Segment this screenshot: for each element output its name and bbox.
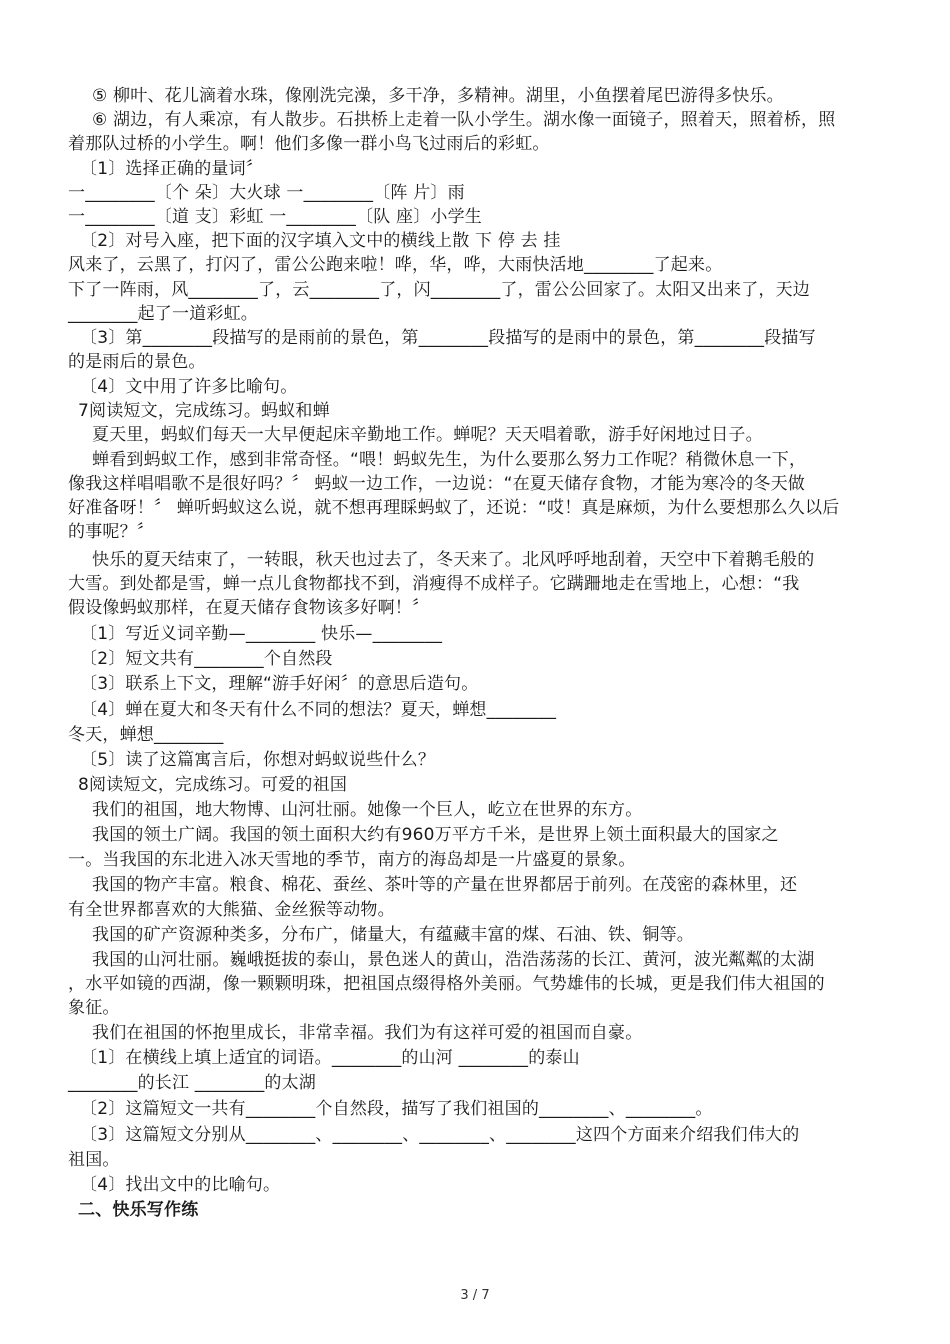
question-heading: 〔2〕短文共有________个自然段 xyxy=(80,649,333,669)
text-line: ⑤ 柳叶、花儿滴着水珠，像刚洗完澡，多干净，多精神。湖里，小鱼摆着尾巴游得多快乐。 xyxy=(92,86,784,106)
text-line: 下了一阵雨，风________了，云________了，闪________了，雷公公回家了。太阳又出来了，天边 xyxy=(68,280,810,300)
text-line: 蝉看到蚂蚁工作，感到非常奇怪。“喂！蚂蚁先生，为什么要那么努力工作呢？稍微休息一下， xyxy=(92,450,807,470)
text-line: 祖国。 xyxy=(68,1150,120,1170)
question-heading: 〔3〕这篇短文分别从________、________、________、________这四个方面来介绍我们伟大的 xyxy=(80,1125,800,1145)
text-line: 的是雨后的景色。 xyxy=(68,352,206,372)
text-line: 一________〔个 朵〕大火球 一________〔阵 片〕雨 xyxy=(68,183,465,203)
text-line: 象征。 xyxy=(68,998,120,1018)
text-line: 一。当我国的东北进入冰天雪地的季节，南方的海岛却是一片盛夏的景象。 xyxy=(68,850,636,870)
question-heading: 〔1〕写近义词辛勤—________ 快乐—________ xyxy=(80,624,443,644)
text-line: 的事呢？〞 xyxy=(68,522,154,542)
text-line: ________起了一道彩虹。 xyxy=(68,304,258,324)
question-heading: 〔4〕找出文中的比喻句。 xyxy=(80,1175,281,1195)
text-line: 我国的矿产资源种类多，分布广，储量大，有蕴藏丰富的煤、石油、铁、铜等。 xyxy=(92,925,694,945)
text-line: 好准备呀！〞 蝉听蚂蚁这么说，就不想再理睬蚂蚁了，还说：“哎！真是麻烦，为什么要想那么久以后 xyxy=(68,498,840,518)
text-line: 风来了，云黑了，打闪了，雷公公跑来啦！哗，华，哗，大雨快活地________了起来。 xyxy=(68,255,723,275)
text-line: 冬天，蝉想________ xyxy=(68,725,224,745)
question-heading: 〔4〕蝉在夏大和冬天有什么不同的想法？夏天，蝉想________ xyxy=(80,700,557,720)
section-heading: 二、快乐写作练 xyxy=(78,1200,199,1220)
text-line: 像我这样唱唱歌不是很好吗？〞 蚂蚁一边工作，一边说：“在夏天储存食物，才能为寒冷的冬天做 xyxy=(68,474,806,494)
text-line: 我国的领土广阔。我国的领土面积大约有960万平方千米，是世界上领土面积最大的国家之 xyxy=(92,825,779,845)
text-line: 大雪。到处都是雪，蝉一点儿食物都找不到，消瘦得不成样子。它蹒跚地走在雪地上，心想：“我 xyxy=(68,574,800,594)
text-line: 着那队过桥的小学生。啊！他们多像一群小鸟飞过雨后的彩虹。 xyxy=(68,134,550,154)
question-heading: 〔3〕联系上下文，理解“游手好闲〞的意思后造句。 xyxy=(80,674,479,694)
page-number: 3 / 7 xyxy=(460,1288,490,1303)
question-heading: 〔3〕第________段描写的是雨前的景色，第________段描写的是雨中的景色，第________段描写 xyxy=(80,328,816,348)
text-line: 我国的物产丰富。粮食、棉花、蚕丝、茶叶等的产量在世界都居于前列。在茂密的森林里，还 xyxy=(92,875,798,895)
text-line: 假设像蚂蚁那样，在夏天储存食物该多好啊！〞 xyxy=(68,598,430,618)
text-line: 一________〔道 支〕彩虹 一________〔队 座〕小学生 xyxy=(68,207,483,227)
question-heading: 〔1〕在横线上填上适宜的词语。________的山河 ________的泰山 xyxy=(80,1048,580,1068)
section-heading: 7阅读短文，完成练习。蚂蚁和蝉 xyxy=(78,401,330,421)
text-line: 有全世界都喜欢的大熊猫、金丝猴等动物。 xyxy=(68,900,395,920)
text-line: ，水平如镜的西湖，像一颗颗明珠，把祖国点缀得格外美丽。气势雄伟的长城，更是我们伟大祖国的 xyxy=(68,974,825,994)
text-line: 夏天里，蚂蚁们每天一大早便起床辛勤地工作。蝉呢？天天唱着歌，游手好闲地过日子。 xyxy=(92,425,763,445)
question-heading: 〔1〕选择正确的量词〞 xyxy=(80,159,264,179)
section-heading: 8阅读短文，完成练习。可爱的祖国 xyxy=(78,775,348,795)
question-heading: 〔2〕对号入座，把下面的汉字填入文中的横线上散 下 停 去 挂 xyxy=(80,231,561,251)
question-heading: 〔2〕这篇短文一共有________个自然段，描写了我们祖国的________、________。 xyxy=(80,1099,713,1119)
question-heading: 〔5〕读了这篇寓言后，你想对蚂蚁说些什么？ xyxy=(80,750,436,770)
text-line: 我们在祖国的怀抱里成长，非常幸福。我们为有这祥可爱的祖国而自豪。 xyxy=(92,1023,643,1043)
text-line: ________的长江 ________的太湖 xyxy=(68,1073,317,1093)
text-line: 我国的山河壮丽。巍峨挺拔的泰山，景色迷人的黄山，浩浩荡荡的长江、黄河，波光粼粼的太湖 xyxy=(92,950,815,970)
text-line: 快乐的夏天结束了，一转眼，秋天也过去了，冬天来了。北风呼呼地刮着，天空中下着鹅毛般的 xyxy=(92,550,815,570)
text-line: ⑥ 湖边，有人乘凉，有人散步。石拱桥上走着一队小学生。湖水像一面镜子，照着天，照着桥，照 xyxy=(92,110,836,130)
text-line: 我们的祖国，地大物博、山河壮丽。她像一个巨人，屹立在世界的东方。 xyxy=(92,800,643,820)
question-heading: 〔4〕文中用了许多比喻句。 xyxy=(80,377,298,397)
